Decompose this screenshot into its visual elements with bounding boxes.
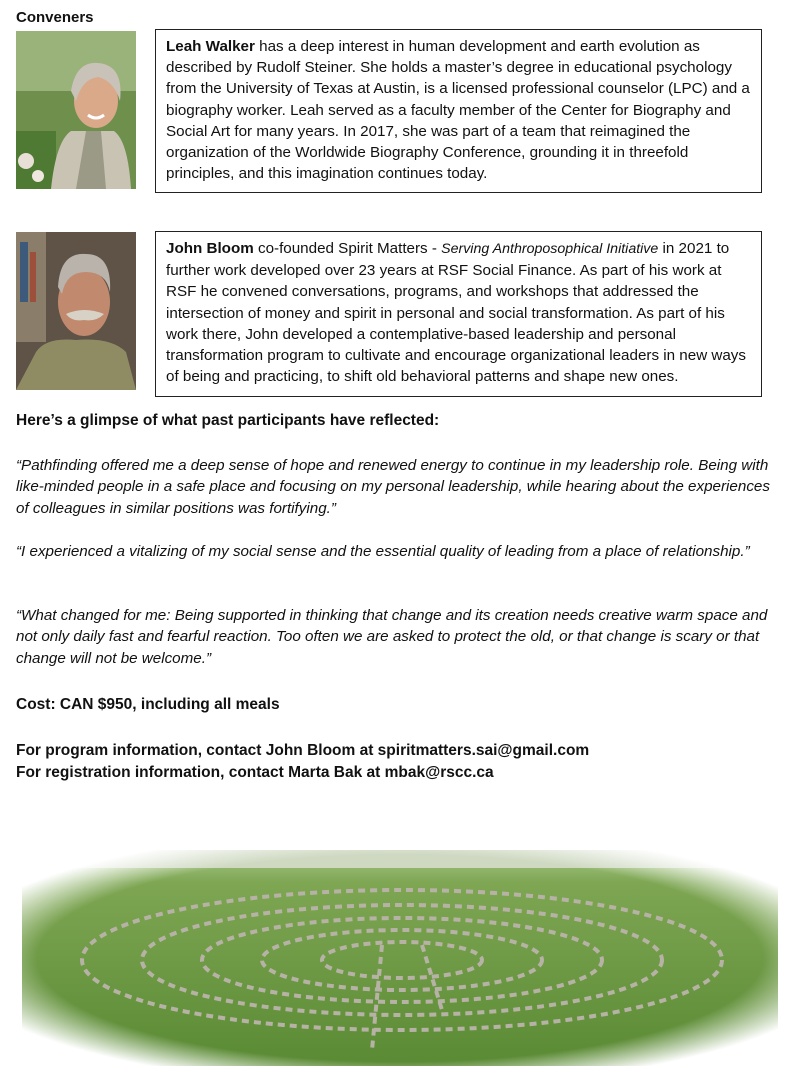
organization-tagline: Serving Anthroposophical Initiative bbox=[441, 241, 659, 257]
testimonial-quote: “I experienced a vitalizing of my social sense and the essential quality of leading from a place of relationship.” bbox=[16, 543, 750, 560]
program-contact: For program information, contact John Bloom at spiritmatters.sai@gmail.com bbox=[16, 742, 590, 759]
convener-bio-text: in 2021 to further work developed over 23 years at RSF Social Finance. As part of his work at RSF he convened conversations, programs, and workshops that addressed the intersection of money and spirit in personal and social transformation. As part of his work there, John developed a contemplative-based leadership and personal transformation program to cultivate and encourage organizational leaders in new ways of being and practicing, to shift old behavioral patterns and shape new ones. bbox=[166, 240, 746, 386]
john-bloom-photo bbox=[16, 232, 136, 390]
convener-bio-text: has a deep interest in human development and earth evolution as described by Rudolf Steiner. She holds a master’s degree in educational psychology from the University of Texas at Austin, is a licensed professional counselor (LPC) and a biography worker. Leah served as a faculty member of the Center for Biography and Social Art for many years. In 2017, she was part of a team that reimagined the organization of the Worldwide Biography Conference, grounding it in threefold principles, and this imagination continues today. bbox=[166, 38, 750, 183]
leah-walker-photo bbox=[16, 31, 136, 189]
testimonial-quote: “What changed for me: Being supported in thinking that change and its creation needs creative warm space and not only daily fast and fearful reaction. Too often we are asked to protect the old, or that change is scary or that change will not be welcome.” bbox=[16, 607, 768, 667]
convener-bio-text: co-founded Spirit Matters - bbox=[253, 240, 442, 257]
testimonials-title: Here’s a glimpse of what past participants have reflected: bbox=[16, 412, 440, 429]
testimonial-quote: “Pathfinding offered me a deep sense of hope and renewed energy to continue in my leadership role. Being with like-minded people in a safe place and focusing on my personal leadership, while hearing about the experiences of colleagues in similar positions was fortifying.” bbox=[16, 457, 770, 517]
convener-name: Leah Walker bbox=[166, 38, 255, 55]
john-bloom-bio bbox=[155, 231, 762, 397]
cost-line: Cost: CAN $950, including all meals bbox=[16, 696, 280, 713]
registration-contact: For registration information, contact Marta Bak at mbak@rscc.ca bbox=[16, 764, 494, 781]
labyrinth-photo bbox=[22, 850, 778, 1066]
section-heading-conveners: Conveners bbox=[16, 9, 94, 26]
convener-name: John Bloom bbox=[166, 240, 254, 257]
leah-walker-bio bbox=[155, 29, 762, 193]
